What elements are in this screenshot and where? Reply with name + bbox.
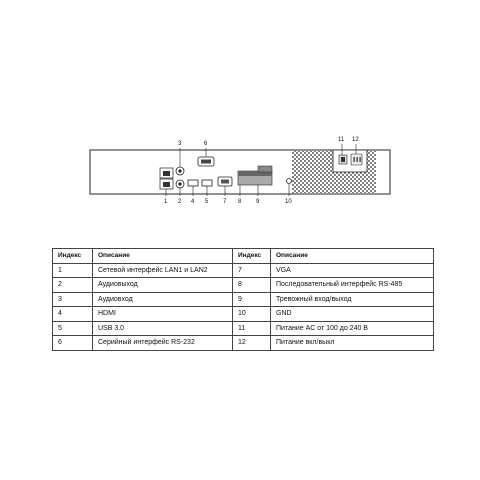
gnd-screw-icon [287,179,292,184]
header-description-right: Описание [271,249,434,264]
cell-description: Последовательный интерфейс RS-485 [271,278,434,293]
port-description-table [52,248,434,351]
usb-port-icon [202,180,212,186]
cell-index: 6 [53,336,93,351]
cell-description: HDMI [93,307,233,322]
cell-description: Питание AC от 100 до 240 В [271,321,434,336]
cell-index: 9 [233,292,271,307]
cell-description: GND [271,307,434,322]
table-row [53,336,434,351]
cell-index: 8 [233,278,271,293]
cell-description: Тревожный вход/выход [271,292,434,307]
table-row [53,321,434,336]
callout-6: 6 [204,141,208,147]
callout-10: 10 [285,199,292,205]
cell-description: Аудиовход [93,292,233,307]
cell-description: Питание вкл/выкл [271,336,434,351]
header-description-left: Описание [93,249,233,264]
callout-12: 12 [352,137,359,143]
cell-description: VGA [271,263,434,278]
callout-5: 5 [205,199,209,205]
table-row [53,292,434,307]
table-row [53,263,434,278]
callout-9: 9 [256,199,260,205]
cell-index: 7 [233,263,271,278]
cell-index: 3 [53,292,93,307]
callout-8: 8 [238,199,242,205]
cell-index: 10 [233,307,271,322]
callout-11: 11 [338,137,345,143]
cell-description: USB 3.0 [93,321,233,336]
callout-3: 3 [178,141,182,147]
cell-index: 2 [53,278,93,293]
cell-index: 4 [53,307,93,322]
callout-2: 2 [178,199,182,205]
header-index-right: Индекс [233,249,271,264]
cell-index: 12 [233,336,271,351]
cell-description: Сетевой интерфейс LAN1 и LAN2 [93,263,233,278]
table-row [53,278,434,293]
cell-index: 5 [53,321,93,336]
callout-4: 4 [191,199,195,205]
cell-description: Серийный интерфейс RS-232 [93,336,233,351]
table-header-row [53,249,434,264]
callout-7: 7 [223,199,227,205]
cell-index: 11 [233,321,271,336]
header-index-left: Индекс [53,249,93,264]
table-row [53,307,434,322]
power-module [333,150,367,172]
rear-panel-diagram [0,0,480,220]
hdmi-port-icon [188,180,198,186]
callout-1: 1 [164,199,168,205]
cell-index: 1 [53,263,93,278]
rs232-port-icon [198,157,214,166]
cell-description: Аудиовыход [93,278,233,293]
